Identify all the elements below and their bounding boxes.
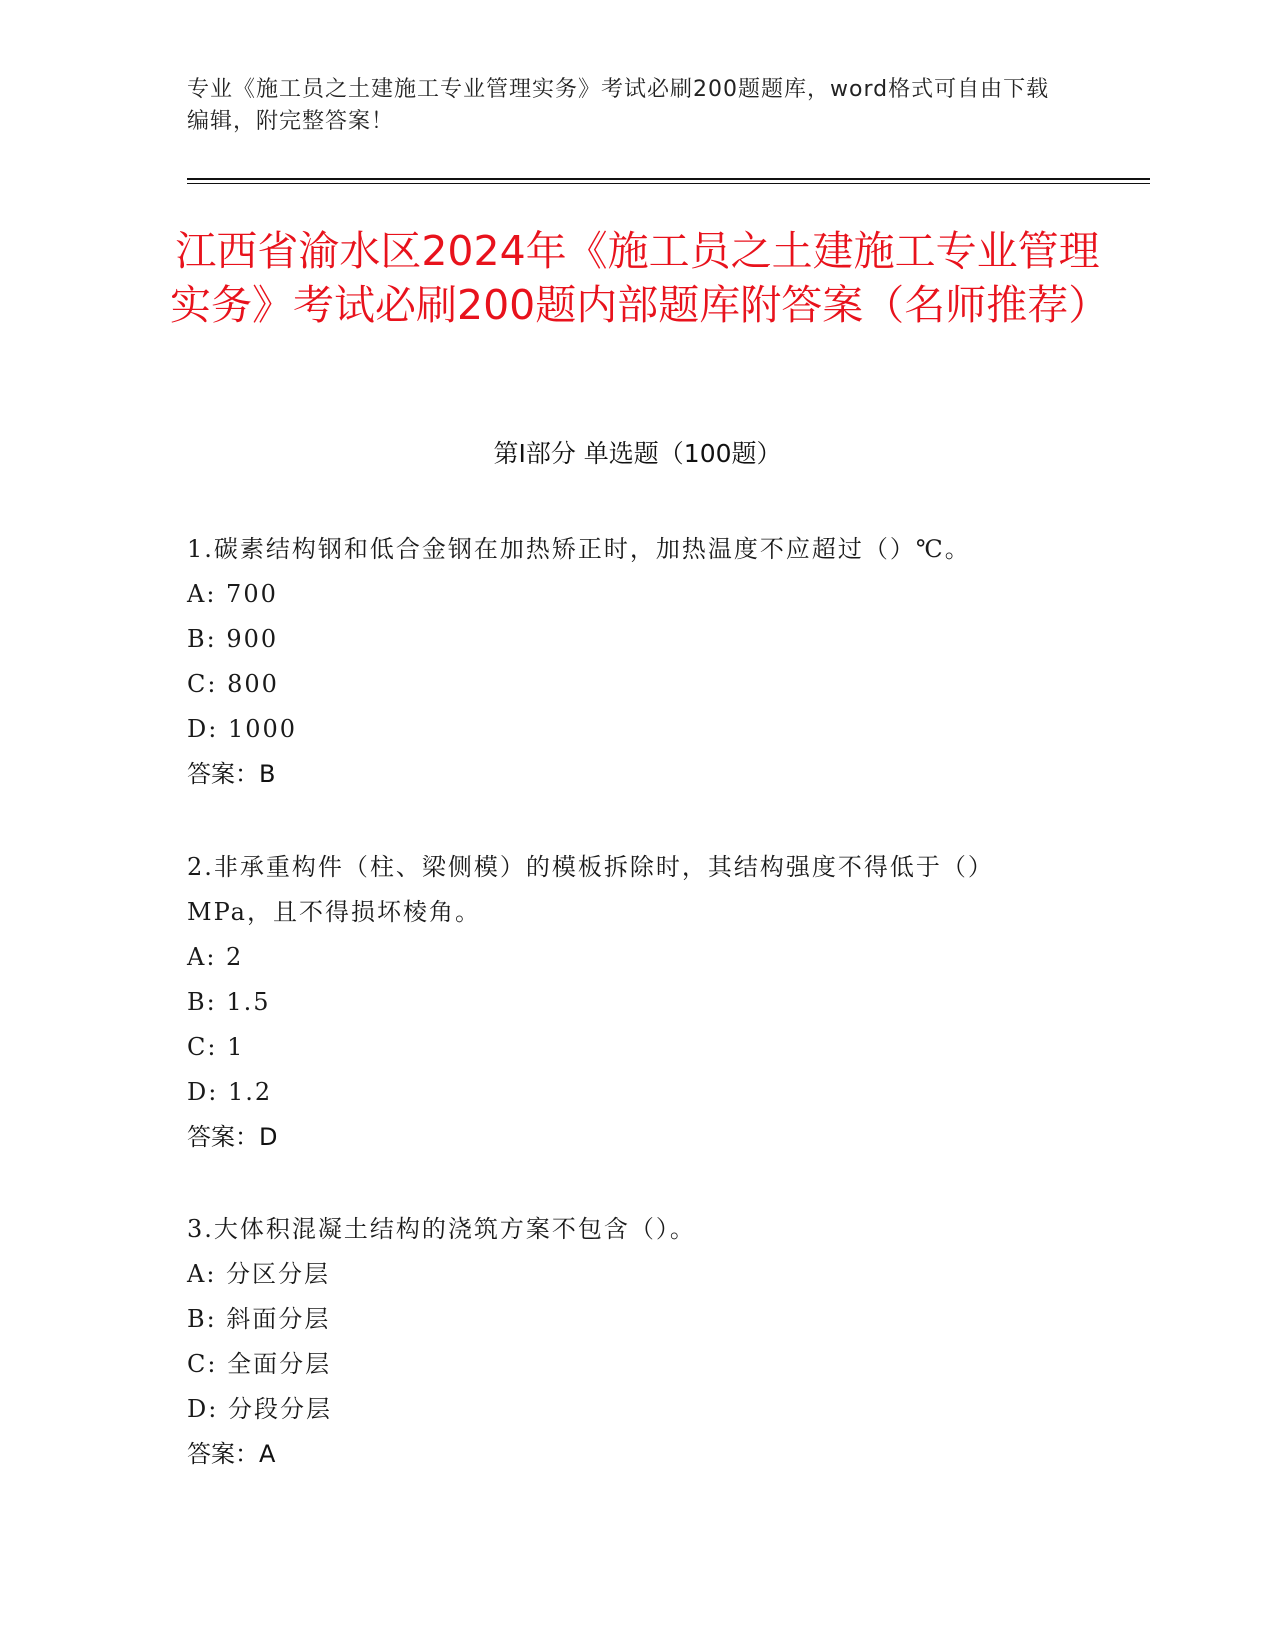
- option-d: D: 分段分层: [187, 1395, 332, 1423]
- option-b: B: 斜面分层: [187, 1305, 331, 1333]
- question-1: [187, 527, 1067, 797]
- question-stem: 3.大体积混凝土结构的浇筑方案不包含（）。: [187, 1215, 696, 1243]
- answer: 答案：A: [187, 1440, 276, 1468]
- document-title: 江西省渝水区2024年《施工员之土建施工专业管理实务》考试必刷200题内部题库附答案（名师推荐）: [170, 227, 1110, 329]
- question-2: [187, 845, 1067, 1160]
- option-a: A: 700: [187, 580, 278, 608]
- option-d: D: 1000: [187, 715, 298, 743]
- header-rule-thick: [187, 178, 1150, 180]
- option-a: A: 2: [187, 943, 244, 971]
- option-b: B: 1.5: [187, 988, 271, 1016]
- option-d: D: 1.2: [187, 1078, 273, 1106]
- answer: 答案：B: [187, 760, 276, 788]
- question-3: [187, 1207, 1067, 1477]
- option-b: B: 900: [187, 625, 279, 653]
- header-note: 专业《施工员之土建施工专业管理实务》考试必刷200题题库，word格式可自由下载编辑，附完整答案！: [187, 77, 1050, 134]
- answer: 答案：D: [187, 1123, 278, 1151]
- option-c: C: 全面分层: [187, 1350, 332, 1378]
- option-a: A: 分区分层: [187, 1260, 331, 1288]
- header-rule-thin: [187, 183, 1150, 184]
- question-stem: 1.碳素结构钢和低合金钢在加热矫正时，加热温度不应超过（）℃。: [187, 535, 971, 563]
- section-heading: 第I部分 单选题（100题）: [493, 439, 782, 468]
- option-c: C: 1: [187, 1033, 245, 1061]
- question-stem: 2.非承重构件（柱、梁侧模）的模板拆除时，其结构强度不得低于（）MPa，且不得损坏棱角。: [187, 853, 994, 926]
- option-c: C: 800: [187, 670, 279, 698]
